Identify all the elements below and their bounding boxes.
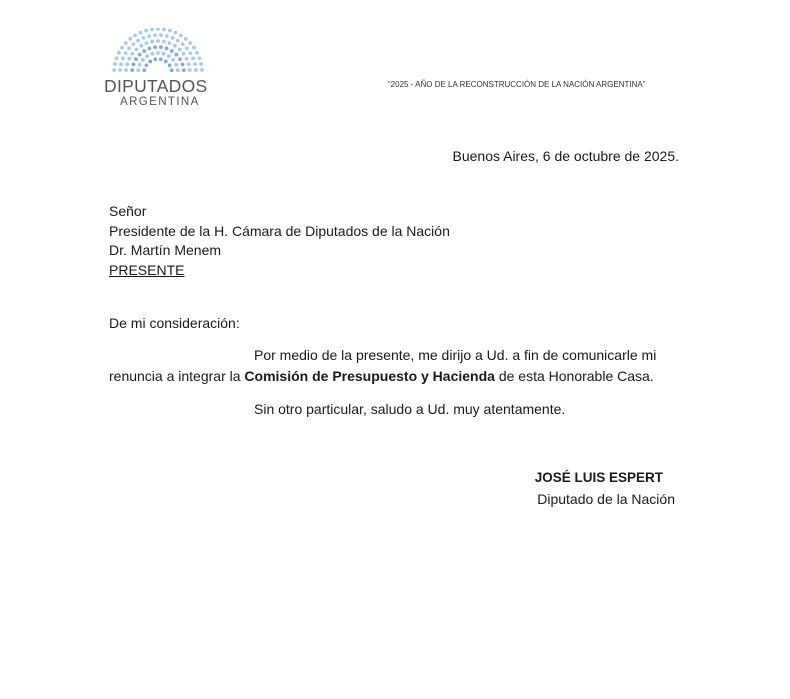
signature-name: JOSÉ LUIS ESPERT xyxy=(534,470,663,485)
closing-paragraph: Sin otro particular, saludo a Ud. muy atentamente. xyxy=(254,401,566,417)
logo-country: ARGENTINA xyxy=(120,96,200,108)
greeting: De mi consideración: xyxy=(109,315,240,331)
paragraph-text: de esta Honorable Casa. xyxy=(494,368,654,384)
year-motto: “2025 - AÑO DE LA RECONSTRUCCIÓN DE LA NACIÓN ARGENTINA” xyxy=(388,80,646,89)
recipient-address xyxy=(109,201,450,279)
address-line: Dr. Martín Menem xyxy=(109,242,222,258)
paragraph-1-line-1: Por medio de la presente, me dirijo a Ud. a fin de comunicarle mi xyxy=(254,347,657,363)
logo-name: DIPUTADOS xyxy=(104,76,208,96)
date-line: Buenos Aires, 6 de octubre de 2025. xyxy=(452,148,679,164)
presente-label: PRESENTE xyxy=(109,261,185,278)
address-line: Presidente de la H. Cámara de Diputados de la Nación xyxy=(109,222,450,239)
paragraph-text: renuncia a integrar la xyxy=(109,368,245,384)
diputados-logo xyxy=(98,28,218,112)
paragraph-1-line-2 xyxy=(109,366,654,386)
hemicycle-icon xyxy=(112,28,204,74)
commission-name: Comisión de Presupuesto y Hacienda xyxy=(244,368,495,384)
signature-title: Diputado de la Nación xyxy=(537,491,675,507)
address-line: Señor xyxy=(109,203,147,219)
